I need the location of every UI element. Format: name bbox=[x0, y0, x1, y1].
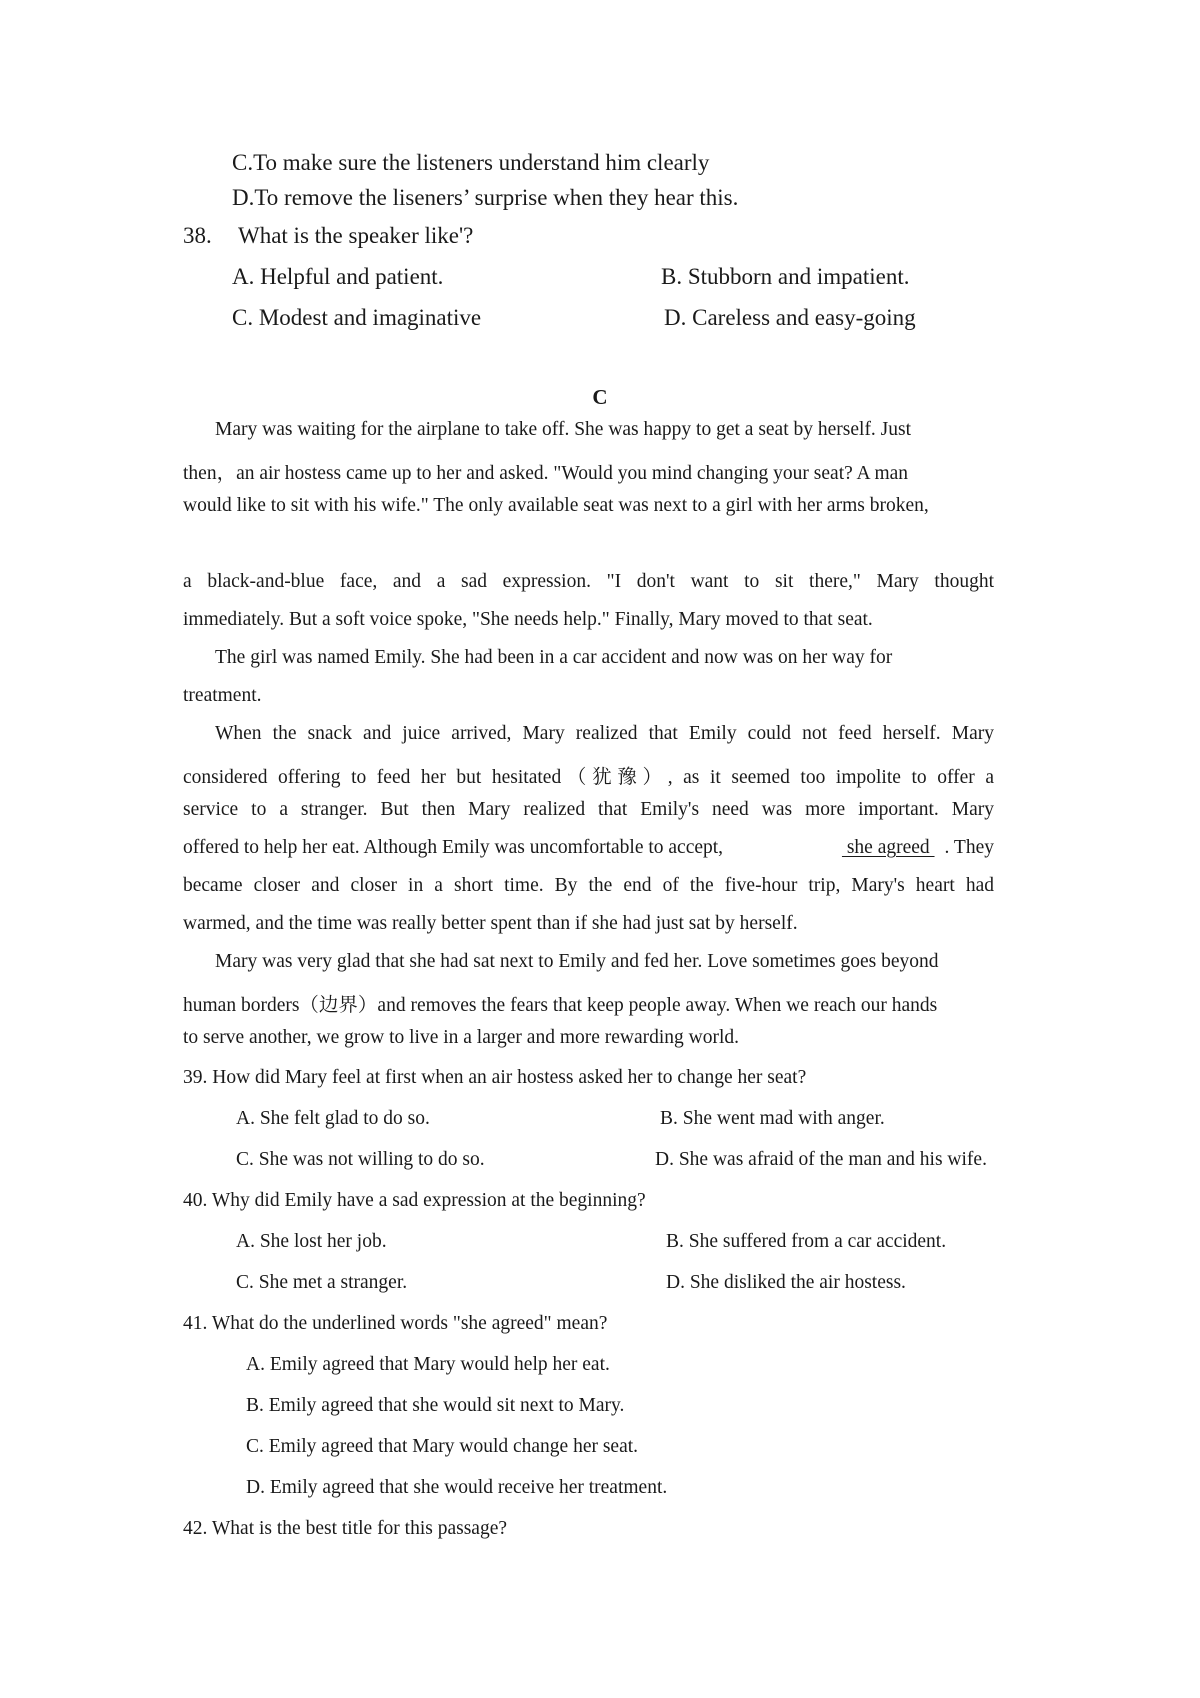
passage-line: then，an air hostess came up to her and asked. "Would you mind changing your seat? A man bbox=[183, 463, 909, 484]
q40-stem: 40. Why did Emily have a sad expression at the beginning? bbox=[183, 1190, 646, 1211]
q39-stem: 39. How did Mary feel at first when an air hostess asked her to change her seat? bbox=[183, 1067, 807, 1088]
q38-stem: What is the speaker like'? bbox=[238, 223, 474, 248]
passage-line: would like to sit with his wife." The only available seat was next to a girl with her arms broken, bbox=[183, 495, 929, 516]
passage-line: to serve another, we grow to live in a larger and more rewarding world. bbox=[183, 1027, 740, 1048]
underlined-phrase: she agreed bbox=[841, 837, 935, 858]
passage-text: offered to help her eat. Although Emily was uncomfortable to accept, bbox=[183, 837, 724, 858]
q42-stem: 42. What is the best title for this passage? bbox=[183, 1518, 508, 1539]
q39-option-d: D. She was afraid of the man and his wife. bbox=[655, 1149, 987, 1170]
q40-option-a: A. She lost her job. bbox=[236, 1231, 387, 1252]
passage-line: warmed, and the time was really better spent than if she had just sat by herself. bbox=[183, 913, 798, 934]
q40-option-c: C. She met a stranger. bbox=[236, 1272, 408, 1293]
passage-line: immediately. But a soft voice spoke, "She needs help." Finally, Mary moved to that seat. bbox=[183, 609, 873, 630]
passage-line: considered offering to feed her but hesitated（犹豫）, as it seemed too impolite to offer a bbox=[183, 767, 994, 788]
passage-line: human borders（边界）and removes the fears that keep people away. When we reach our hands bbox=[183, 995, 938, 1016]
q41-option-c: C. Emily agreed that Mary would change her seat. bbox=[246, 1436, 639, 1457]
q41-stem: 41. What do the underlined words "she agreed" mean? bbox=[183, 1313, 608, 1334]
q38-option-c: C. Modest and imaginative bbox=[232, 305, 482, 330]
passage-line: service to a stranger. But then Mary realized that Emily's need was more important. Mary bbox=[183, 799, 994, 820]
q39-option-b: B. She went mad with anger. bbox=[660, 1108, 885, 1129]
q37-option-c: C.To make sure the listeners understand him clearly bbox=[232, 150, 710, 175]
q38-option-d: D. Careless and easy-going bbox=[664, 305, 916, 330]
passage-line bbox=[183, 837, 994, 859]
passage-line: Mary was very glad that she had sat next to Emily and fed her. Love sometimes goes beyond bbox=[215, 951, 939, 972]
q41-option-d: D. Emily agreed that she would receive her treatment. bbox=[246, 1477, 668, 1498]
passage-line: When the snack and juice arrived, Mary realized that Emily could not feed herself. Mary bbox=[215, 723, 994, 744]
q41-option-a: A. Emily agreed that Mary would help her eat. bbox=[246, 1354, 610, 1375]
q39-option-a: A. She felt glad to do so. bbox=[236, 1108, 430, 1129]
passage-line: a black-and-blue face, and a sad expression. "I don't want to sit there," Mary thought bbox=[183, 571, 994, 592]
q38-number: 38. bbox=[183, 223, 212, 248]
q39-option-c: C. She was not willing to do so. bbox=[236, 1149, 485, 1170]
q40-option-b: B. She suffered from a car accident. bbox=[666, 1231, 947, 1252]
q40-option-d: D. She disliked the air hostess. bbox=[666, 1272, 906, 1293]
passage-line: became closer and closer in a short time. By the end of the five-hour trip, Mary's heart had bbox=[183, 875, 994, 896]
section-heading: C bbox=[592, 385, 608, 409]
passage-line: Mary was waiting for the airplane to take off. She was happy to get a seat by herself. Just bbox=[215, 419, 912, 440]
q37-option-d: D.To remove the liseners’ surprise when they hear this. bbox=[232, 185, 739, 210]
passage-line: treatment. bbox=[183, 685, 262, 706]
q41-option-b: B. Emily agreed that she would sit next to Mary. bbox=[246, 1395, 625, 1416]
q38-option-b: B. Stubborn and impatient. bbox=[661, 264, 910, 289]
q38-option-a: A. Helpful and patient. bbox=[232, 264, 444, 289]
passage-line: The girl was named Emily. She had been in a car accident and now was on her way for bbox=[215, 647, 893, 668]
passage-text: . They bbox=[944, 837, 994, 858]
